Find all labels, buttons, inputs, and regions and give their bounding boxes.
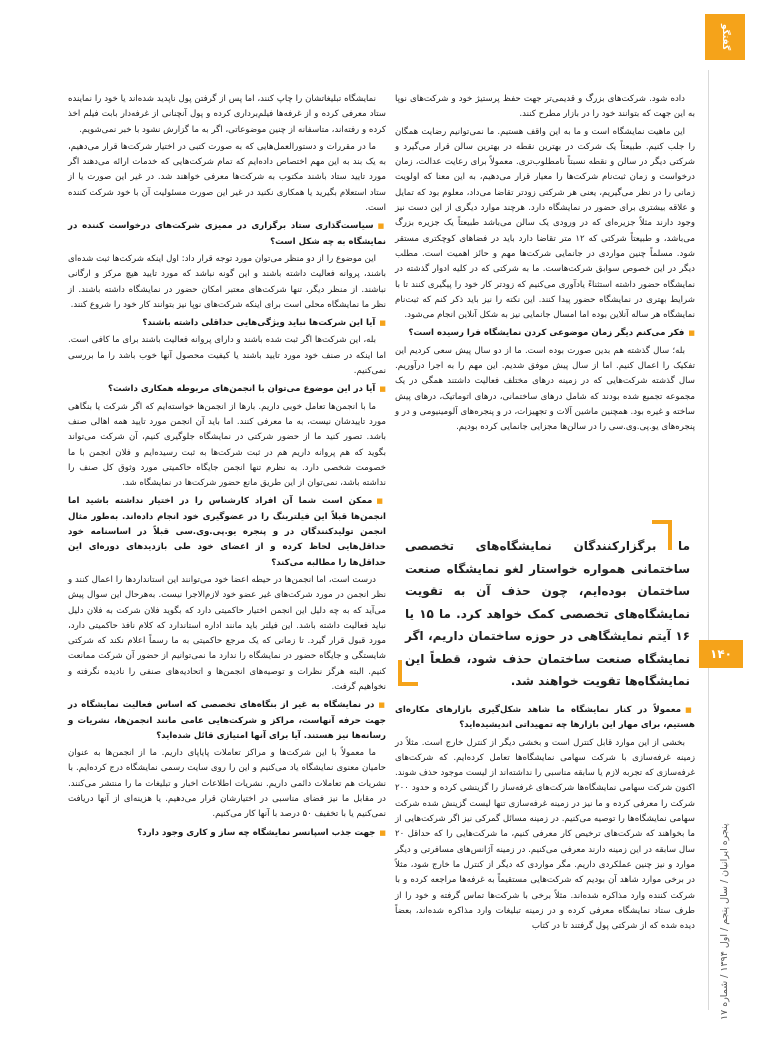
paragraph: نمایشگاه تبلیغاتشان را چاپ کنند، اما پس از گرفتن پول ناپدید شده‌اند یا خود را نماینده ستاد معرفی کرده و از غرفه‌ها فیلم‌برداری کرده و پول آنچنانی از غرفه‌دار بابت فیلم اخذ کرده و رفته‌اند، متاسفانه از چنین موضوعاتی، اگر به ما گزارش نشود با خبر نمی‌شویم. bbox=[68, 94, 386, 135]
column-left bbox=[68, 92, 386, 1027]
question: ■ آیا این شرکت‌ها نباید ویژگی‌هایی حداقلی داشته باشند؟ bbox=[68, 316, 386, 331]
column-right-bottom bbox=[395, 700, 695, 1015]
page-number: ۱۴۰ bbox=[699, 640, 743, 668]
paragraph: بخشی از این موارد قابل کنترل است و بخشی دیگر از کنترل خارج است. مثلاً در زمینه غرفه‌سازی با شرکت سهامی نمایشگاه‌ها تعامل کرده‌ایم. که شرکت‌های غرفه‌سازی که تجربه لازم یا سابقه مناسبی را نداشته‌اند از لیست موجود حذف شوند. اکنون شرکت سهامی نمایشگاه‌ها شرکت‌های غرفه‌ساز را گزینشی کرده و حدود ۲۰۰ شرکت را معرفی کرده و ما نیز در زمینه غرفه‌سازی تنها لیست گزینش شده شرکت سهامی نمایشگاه‌ها را توصیه می‌کنیم. در زمینه مسائل گمرکی نیز اگر شرکت‌هایی از ما بخواهند که شرکت‌های ترخیص کار معرفی کنیم، ما شرکت‌هایی را که حداقل ۲۰ سال سابقه در این زمینه دارند معرفی می‌کنیم. در زمینه آژانس‌های مسافرتی و دیگر موارد و نیز چنین عملکردی داریم. مگر مواردی که دیگر از کنترل ما خارج شود، مثلاً در برخی موارد شاهد آن بودیم که شرکت‌هایی مستقیماً به غرفه‌ها مراجعه کرده و با شرکت کننده وارد مذاکره شده‌اند. مثلاً برخی با شرکت‌ها تماس گرفته و خود را از طرف ستاد نمایشگاه معرفی کرده و در زمینه تبلیغات وارد مذاکره شده‌اند، بعضاً دیده شده که از شرکتی پول گرفتند تا در کتاب bbox=[395, 737, 695, 932]
question: ■ جهت جذب اسپانسر نمایشگاه چه ساز و کاری وجود دارد؟ bbox=[68, 826, 386, 841]
issue-info: پنجره ایرانیان / سال پنجم / اول ۱۳۹۴ / شماره ۱۷ bbox=[719, 823, 730, 1020]
quote-bracket-bottom bbox=[398, 660, 418, 686]
paragraph: درست است، اما انجمن‌ها در حیطه اعضا خود می‌توانند این استانداردها را اعمال کنند و نظر انجمن در مورد شرکت‌های غیر عضو خود لازم‌الاجرا نیست. به‌هرحال این سوال پیش می‌آید که به چه دلیل این انجمن اختیار حاکمیتی دارد که بگوید فلان شرکت به فلان دلیل نباید فعالیت داشته باشد. این فیلتر باید مانند اداره استاندارد که کلام نافذ حاکمیتی دارد، مورد قبول قرار گیرد. تا زمانی که یک مرجع حاکمیتی به ما رسماً اعلام نکند که شرکتی شایستگی و جایگاه حضور در نمایشگاه را ندارد ما نمی‌توانیم از حضور آن شرکت ممانعت کنیم. البته هرگز نظرات و توصیه‌های انجمن‌ها و اتحادیه‌های صنفی را نادیده نگرفته و نخواهیم گرفت. bbox=[68, 574, 386, 692]
question: ■ آیا در این موضوع می‌توان با انجمن‌های مربوطه همکاری داشت؟ bbox=[68, 382, 386, 397]
paragraph: ما با انجمن‌ها تعامل خوبی داریم. بارها از انجمن‌ها خواسته‌ایم که اگر شرکت یا بنگاهی مورد تاییدشان نیست، به ما معرفی کنند. اما باید آن انجمن مورد تایید همه اهالی صنف باشد. تصور کنید ما از حضور شرکتی در نمایشگاه جلوگیری کنیم، آن شرکت می‌تواند بگوید که هم پروانه داریم هم در ثبت شرکت‌ها به ثبت رسیده‌ایم و فلان انجمن با ما خصومت شخصی دارد. به نظرم تنها انجمن جایگاه حاکمیتی مورد وثوق کل صنف را نداشته باشد، نمی‌توان از این طریق مانع حضور شرکت‌ها در نمایشگاه شد. bbox=[68, 401, 386, 489]
column-right-top bbox=[395, 92, 695, 492]
question: ■ ممکن است شما آن افراد کارشناس را در اختیار نداشته باشید اما انجمن‌ها قبلاً این فیلترینگ را در عضوگیری خود انجام داده‌اند. به‌طور مثال انجمن تولیدکنندگان در و پنجره یو.پی.وی.سی قبلاً در اساسنامه خود حداقل‌هایی لحاظ کرده و از اعضای خود طی بازدیدهای دوره‌ای این حداقل‌ها را مطالبه می‌کند؟ bbox=[68, 494, 386, 570]
paragraph: این ماهیت نمایشگاه است و ما به این واقف هستیم. ما نمی‌توانیم رضایت همگان را جلب کنیم. طبیعتاً یک شرکت در بهترین نقطه در بهترین سالن قرار می‌گیرد و شرکتی دیگر در سالن و نقطه نسبتاً نامطلوب‌تری. معمولاً برای رعایت عدالت، زمان درخواست و زمان ثبت‌نام شرکت‌ها را معیار قرار می‌دهیم، به این معنا که اولویت زمانی را در نظر می‌گیریم، یعنی هر شرکتی زودتر تقاضا می‌داد، معلوم بود که تمایل و علاقه بیشتری برای حضور در نمایشگاه دارد. هرچند موارد دیگری از این دست نیز وجود دارند مثلاً جزیره‌ای که در ورودی یک سالن می‌باشد طبیعتاً یک جزیره بزرگ می‌باشد، و طبیعتاً شرکتی که ۱۲ متر تقاضا دارد باید در فضاهای کوچکتری مستقر شود. مسلماً چنین مواردی در جانمایی شرکت‌ها مهم و حائز اهمیت است. مطلب دیگر در این خصوص سوابق شرکت‌هاست. ما به شرکتی که در کلیه ادوار گذشته در نمایشگاه حضور داشته استثناءً یادآوری می‌کنیم که زودتر کار خود را پیگیری کنند تا با شرایط بهتری در نمایشگاه حضور پیدا کنند. این نکته را نیز باید ذکر کنم که ثبت‌نام نمایشگاه هر ساله آنلاین بوده اما امسال جانمایی نیز به شکل آنلاین انجام می‌شود. bbox=[395, 126, 695, 321]
paragraph: ما در مقررات و دستورالعمل‌هایی که به صورت کتبی در اختیار شرکت‌ها قرار می‌دهیم، به یک بند به این مهم اختصاص داده‌ایم که تمام شرکت‌هایی که خدمات ارائه می‌دهند اگر مورد تایید ستاد باشند مکتوب به شرکت‌ها معرفی خواهند شد. در غیر این صورت یا از ستاد استعلام بگیرید یا همکاری نکنید در غیر این صورت مسئولیت آن با خود شرکت کننده است. bbox=[68, 141, 386, 214]
pull-quote: ما برگزارکنندگان نمایشگاه‌های تخصصی ساختمانی همواره خواستار لغو نمایشگاه صنعت ساختمان بوده‌ایم، چون حذف آن به تقویت نمایشگاه‌های تخصصی کمک خواهد کرد. ما ۱۵ یا ۱۶ آیتم نمایشگاهی در حوزه ساختمان داریم، اگر نمایشگاه صنعت ساختمان حذف شود، قطعاً این نمایشگاه‌ها تقویت خواهند شد. bbox=[405, 539, 690, 688]
question: ■ در نمایشگاه به غیر از بنگاه‌های تخصصی که اساس فعالیت نمایشگاه در جهت حرفه آنهاست، مراکز و شرکت‌هایی عامی مانند انجمن‌ها، نشریات و رسانه‌ها نیز هستند. آیا برای آنها امتیازی قائل شده‌اید؟ bbox=[68, 698, 386, 744]
paragraph: بله؛ سال گذشته هم بدین صورت بوده است. ما از دو سال پیش سعی کردیم این تفکیک را اعمال کنیم. اما از سال پیش موفق شدیم. این مهم را به اجرا درآوریم. سال گذشته شرکت‌هایی که در زمینه درهای مختلف فعالیت داشتند همگی در یک مجموعه تجمیع شده بودند که شامل درهای ساختمانی، درهای اتوماتیک، درهای پیش ساخته و غیره بود. همچنین ماشین آلات و تجهیزات، در و پنجره‌های آلومینیومی و در و پنجره‌های یو.پی.وی.سی را در سالن‌ها مجزایی جانمایی کرده بودیم. bbox=[395, 345, 695, 433]
margin-rule bbox=[708, 70, 709, 1010]
paragraph: داده شود. شرکت‌های بزرگ و قدیمی‌تر جهت حفظ پرستیژ خود و شرکت‌های نوپا به این جهت که بتوانند خود را در بازار مطرح کنند. bbox=[395, 94, 695, 120]
section-tab-label: گفتگو bbox=[720, 23, 730, 51]
paragraph: بله، این شرکت‌ها اگر ثبت شده باشند و دارای پروانه فعالیت باشند برای ما کافی است. اما اینکه در صنف خود مورد تایید باشند یا کیفیت محصول آنها خوب باشد را ما بررسی نمی‌کنیم. bbox=[68, 335, 386, 377]
question: ■ سیاست‌گذاری ستاد برگزاری در ممیزی شرکت‌های درخواست کننده در نمایشگاه به چه شکل است؟ bbox=[68, 219, 386, 250]
question: ■ معمولاً در کنار نمایشگاه ما شاهد شکل‌گیری بازارهای مکاره‌ای هستیم، برای مهار این بازارها چه تمهیداتی اندیشیده‌اید؟ bbox=[395, 703, 695, 734]
question: ■ فکر می‌کنم دیگر زمان موضوعی کردن نمایشگاه فرا رسیده است؟ bbox=[395, 326, 695, 341]
paragraph: ما معمولاً با این شرکت‌ها و مراکز تعاملات پایاپای داریم. ما از انجمن‌ها به عنوان حامیان معنوی نمایشگاه یاد می‌کنیم و این را روی سایت رسمی نمایشگاه درج کرده‌ایم. با نشریات هم تعاملات دائمی داریم. نشریات اطلاعات اخبار و تبلیغات ما را منتشر می‌کنند. در مقابل ما نیز فضای مناسبی در اختیارشان قرار می‌دهیم. یا هزینه‌ای از آنها دریافت نمی‌کنیم یا با تخفیف ۵۰ درصد با آنها کار می‌کنیم. bbox=[68, 748, 386, 820]
paragraph: این موضوع را از دو منظر می‌توان مورد توجه قرار داد: اول اینکه شرکت‌ها ثبت شده‌ای باشند، پروانه فعالیت داشته باشند و این گونه نباشد که مورد تایید هیچ مرکز و ارگانی نباشند. از منظر دیگر، تنها شرکت‌های معتبر امکان حضور در نمایشگاه داشته باشند. از نظر ما نمایشگاه محلی است برای اینکه شرکت‌های نوپا نیز بتوانند کار خود را شروع کنند. bbox=[68, 253, 386, 310]
section-tab bbox=[705, 14, 745, 60]
